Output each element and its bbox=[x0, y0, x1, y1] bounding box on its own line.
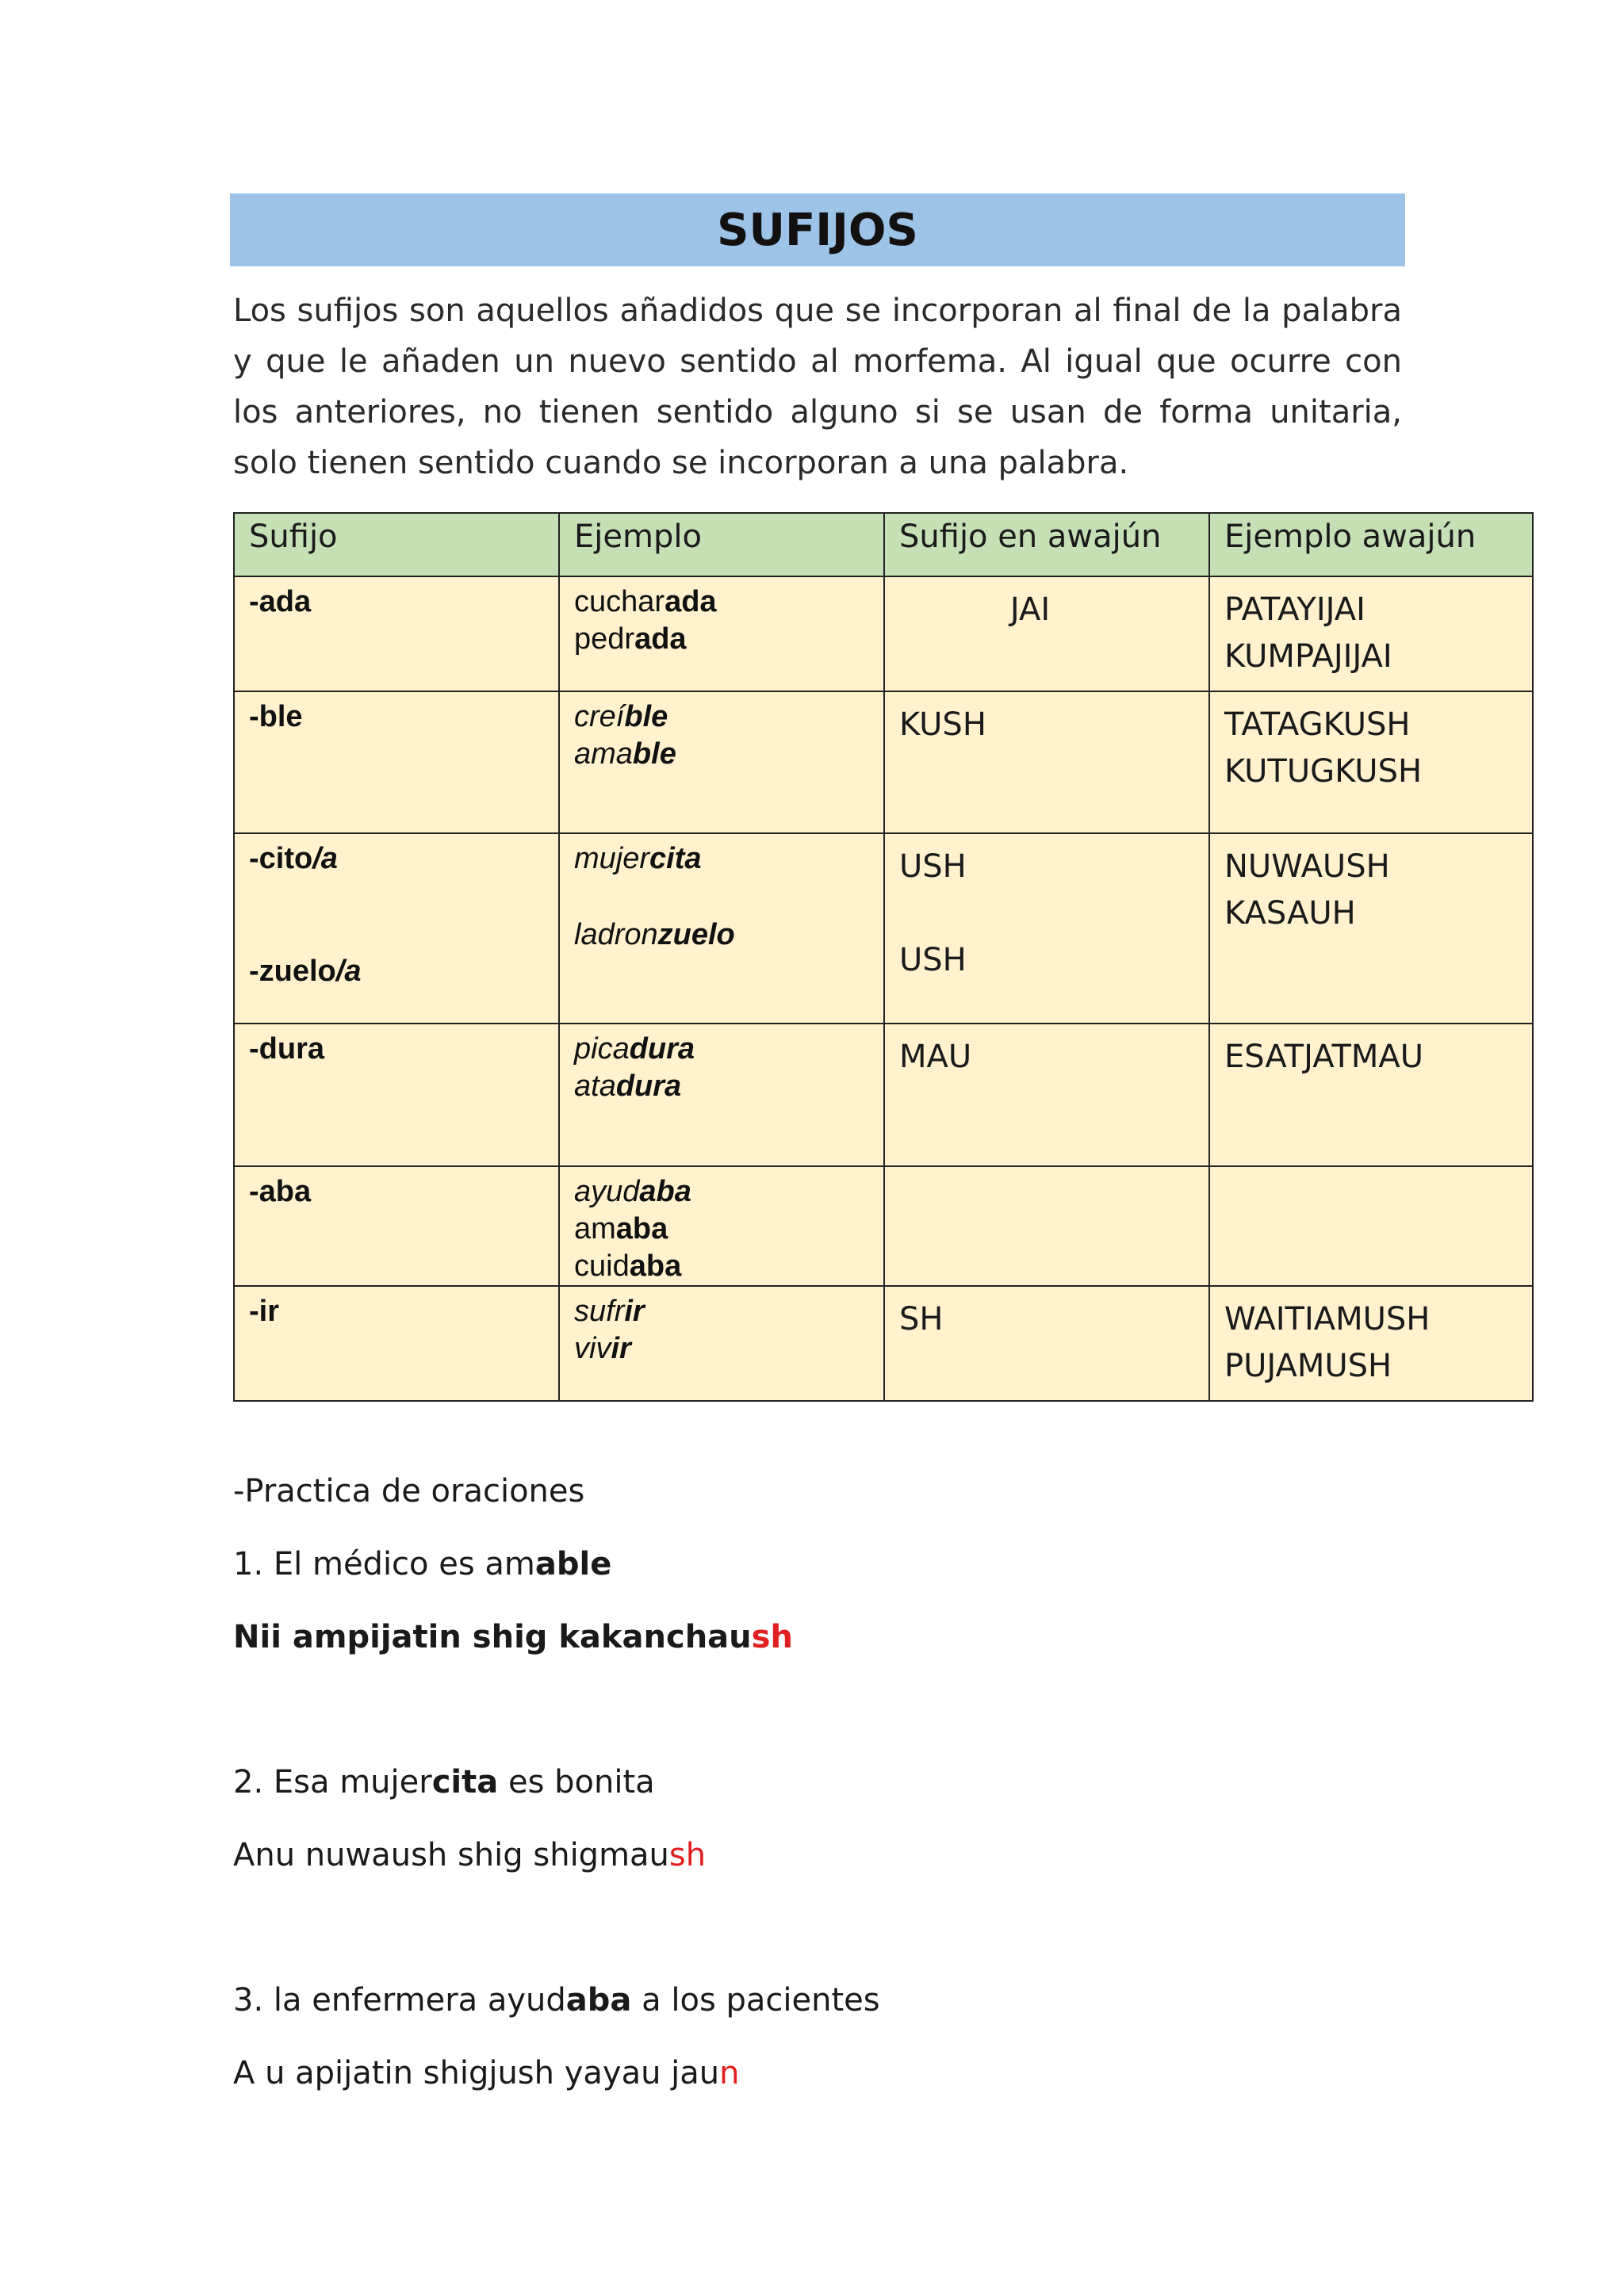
suffix-text: -zuelo/a bbox=[249, 955, 362, 988]
awajun-example-word: KASAUH bbox=[1224, 895, 1356, 932]
awajun-suffix-text: JAI bbox=[1009, 591, 1051, 628]
awajun-example-word: PATAYIJAI bbox=[1224, 591, 1365, 628]
suffix-text: -ir bbox=[249, 1295, 279, 1328]
cell-awajun-example bbox=[1209, 576, 1533, 691]
cell-awajun-suffix bbox=[884, 1286, 1209, 1401]
table-header-row bbox=[234, 513, 1533, 576]
example-word: creíble bbox=[574, 700, 668, 733]
practice-sentence-awajun: Nii ampijatin shig kakanchaush bbox=[233, 1619, 793, 1655]
awajun-example-word: NUWAUSH bbox=[1224, 848, 1390, 885]
cell-awajun-suffix bbox=[884, 1166, 1209, 1286]
awajun-example-word: KUMPAJIJAI bbox=[1224, 638, 1392, 675]
cell-suffix bbox=[234, 1166, 559, 1286]
practice-sentence-awajun: A u apijatin shigjush yayau jaun bbox=[233, 2055, 740, 2091]
cell-awajun-example bbox=[1209, 833, 1533, 1024]
example-word: sufrir bbox=[574, 1295, 645, 1328]
awajun-suffix-text: SH bbox=[899, 1301, 944, 1337]
practice-sentence-spanish: 2. Esa mujercita es bonita bbox=[233, 1764, 655, 1800]
header-sufijo: Sufijo bbox=[234, 513, 559, 576]
example-word: mujercita bbox=[574, 842, 702, 875]
awajun-example-word: TATAGKUSH bbox=[1224, 706, 1411, 743]
cell-awajun-example bbox=[1209, 1166, 1533, 1286]
header-ejemplo: Ejemplo bbox=[559, 513, 884, 576]
awajun-example-word: ESATJATMAU bbox=[1224, 1039, 1424, 1075]
cell-awajun-example bbox=[1209, 1024, 1533, 1166]
practice-sentence-spanish: 1. El médico es amable bbox=[233, 1546, 612, 1582]
example-word: ayudaba bbox=[574, 1175, 691, 1208]
awajun-example-word: WAITIAMUSH bbox=[1224, 1301, 1431, 1337]
cell-awajun-suffix bbox=[884, 576, 1209, 691]
cell-suffix bbox=[234, 691, 559, 833]
page-title bbox=[230, 193, 1405, 266]
suffix-text: -ble bbox=[249, 700, 303, 733]
header-ejemplo-awajun: Ejemplo awajún bbox=[1209, 513, 1533, 576]
cell-example bbox=[559, 1024, 884, 1166]
cell-example bbox=[559, 1286, 884, 1401]
page-title-text: SUFIJOS bbox=[717, 204, 918, 256]
awajun-example-word: KUTUGKUSH bbox=[1224, 753, 1423, 790]
example-word: picadura bbox=[574, 1032, 695, 1066]
cell-awajun-example bbox=[1209, 1286, 1533, 1401]
awajun-suffix-text: USH bbox=[899, 942, 967, 978]
example-word: atadura bbox=[574, 1070, 682, 1103]
suffix-text: -ada bbox=[249, 585, 312, 618]
practice-heading: -Practica de oraciones bbox=[233, 1473, 585, 1510]
suffix-text: -dura bbox=[249, 1032, 324, 1066]
suffix-table bbox=[233, 512, 1534, 1402]
example-word: amable bbox=[574, 737, 676, 771]
cell-example bbox=[559, 691, 884, 833]
practice-sentence-awajun: Anu nuwaush shig shigmaush bbox=[233, 1837, 707, 1873]
awajun-suffix-text: KUSH bbox=[899, 706, 986, 743]
cell-suffix bbox=[234, 1286, 559, 1401]
practice-sentence-spanish: 3. la enfermera ayudaba a los pacientes bbox=[233, 1982, 880, 2019]
table-row bbox=[234, 691, 1533, 833]
table-row bbox=[234, 576, 1533, 691]
example-word: cucharada bbox=[574, 585, 717, 618]
example-word: pedrada bbox=[574, 622, 687, 656]
cell-suffix bbox=[234, 576, 559, 691]
cell-suffix bbox=[234, 833, 559, 1024]
cell-awajun-suffix bbox=[884, 833, 1209, 1024]
suffix-text: -aba bbox=[249, 1175, 312, 1208]
cell-example bbox=[559, 833, 884, 1024]
intro-paragraph: Los sufijos son aquellos añadidos que se incorporan al final de la palabra y que le añaden un nuevo sentido al morfema. Al igual que ocurre con los anteriores, no tienen sentido alguno si se usan de forma unitaria, solo tienen sentido cuando se incorporan a una palabra. bbox=[233, 293, 1402, 481]
awajun-suffix-text: MAU bbox=[899, 1039, 972, 1075]
cell-example bbox=[559, 1166, 884, 1286]
awajun-example-word: PUJAMUSH bbox=[1224, 1348, 1392, 1384]
cell-suffix bbox=[234, 1024, 559, 1166]
example-word: amaba bbox=[574, 1212, 668, 1246]
example-word: ladronzuelo bbox=[574, 918, 735, 951]
cell-example bbox=[559, 576, 884, 691]
example-word: cuidaba bbox=[574, 1249, 682, 1283]
table-row bbox=[234, 1286, 1533, 1401]
cell-awajun-suffix bbox=[884, 691, 1209, 833]
awajun-suffix-text: USH bbox=[899, 848, 967, 885]
example-word: vivir bbox=[574, 1332, 631, 1365]
table-row bbox=[234, 1024, 1533, 1166]
cell-awajun-suffix bbox=[884, 1024, 1209, 1166]
suffix-text: -cito/a bbox=[249, 842, 338, 875]
cell-awajun-example bbox=[1209, 691, 1533, 833]
header-sufijo-awajun: Sufijo en awajún bbox=[884, 513, 1209, 576]
table-row bbox=[234, 833, 1533, 1024]
table-row bbox=[234, 1166, 1533, 1286]
